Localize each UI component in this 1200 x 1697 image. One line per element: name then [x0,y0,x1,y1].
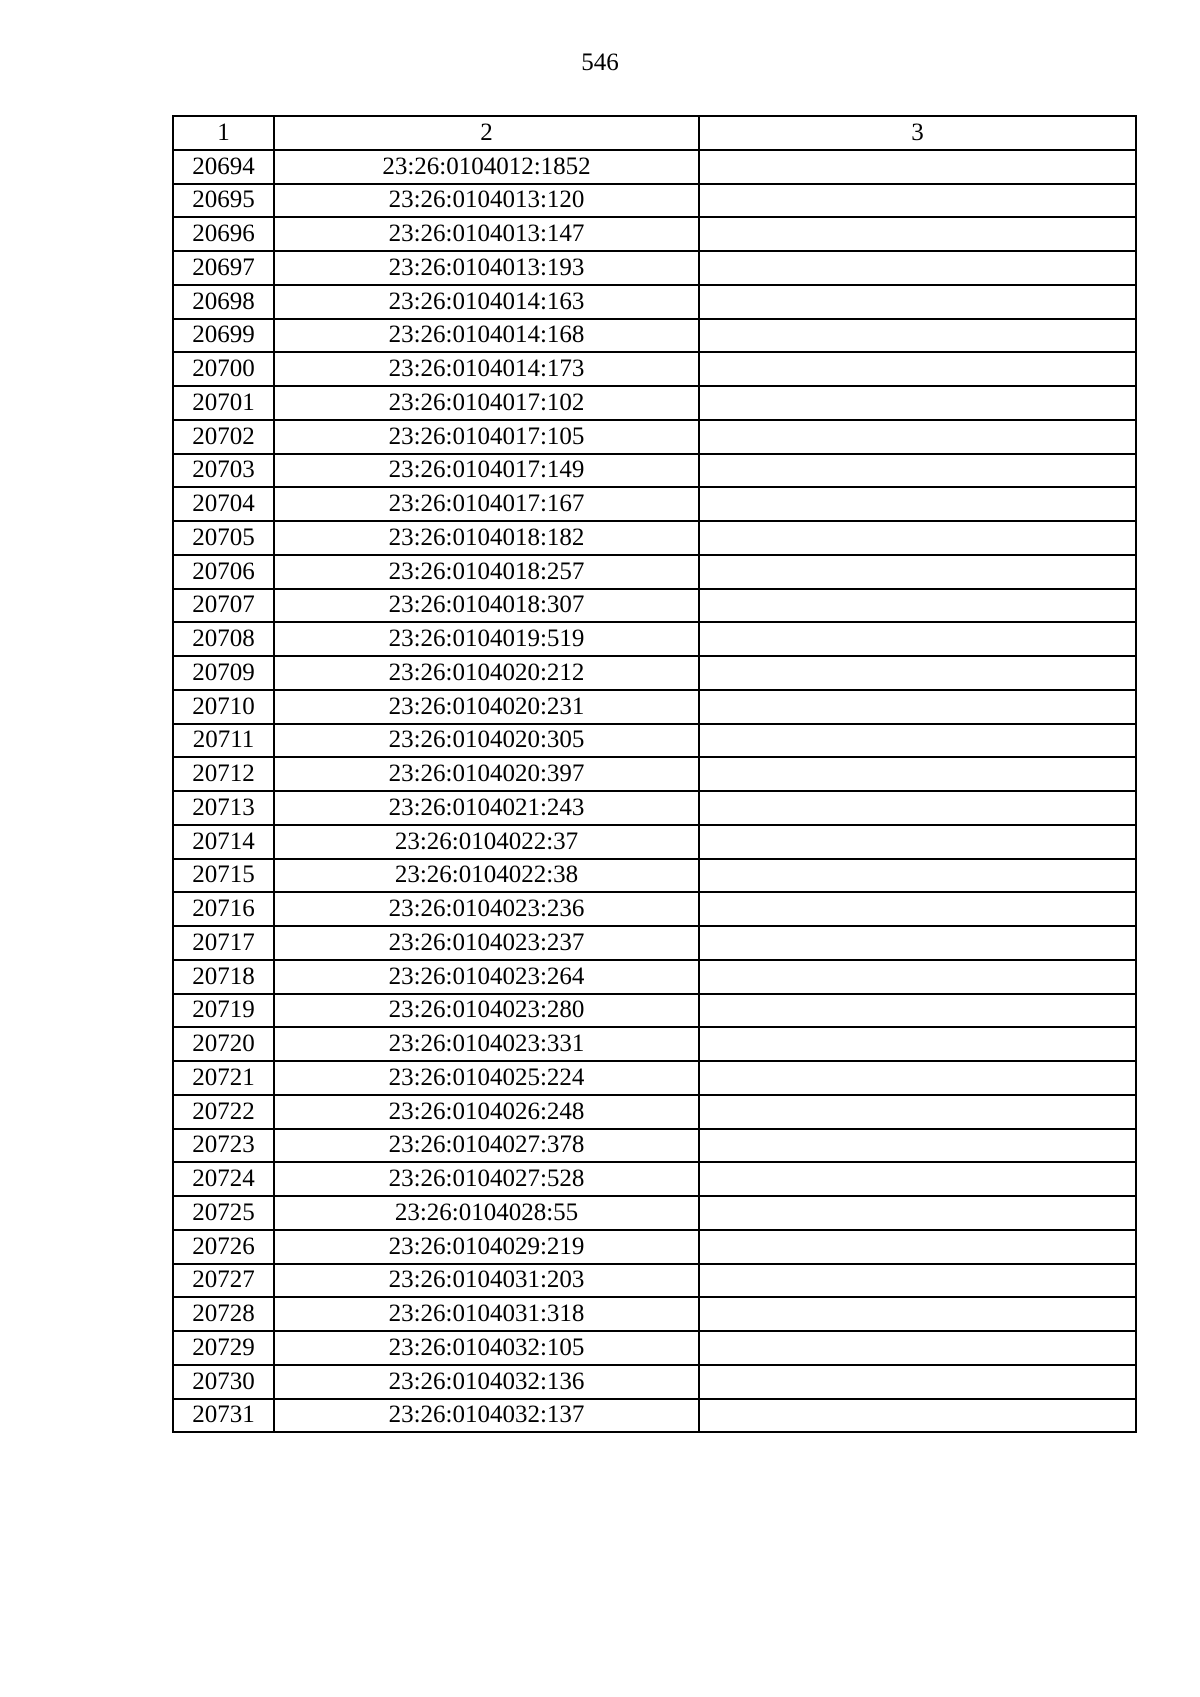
row-number-cell: 20722 [173,1095,274,1129]
notes-cell [699,994,1136,1028]
notes-cell [699,791,1136,825]
cadastral-number-cell: 23:26:0104017:102 [274,386,699,420]
row-number-cell: 20709 [173,656,274,690]
row-number-cell: 20704 [173,487,274,521]
cadastral-number-cell: 23:26:0104031:203 [274,1264,699,1298]
cadastral-number-cell: 23:26:0104021:243 [274,791,699,825]
cadastral-number-cell: 23:26:0104032:105 [274,1331,699,1365]
row-number-cell: 20719 [173,994,274,1028]
cadastral-number-cell: 23:26:0104013:120 [274,184,699,218]
row-number-cell: 20710 [173,690,274,724]
cadastral-number-cell: 23:26:0104020:231 [274,690,699,724]
cadastral-number-cell: 23:26:0104023:264 [274,960,699,994]
row-number-cell: 20711 [173,724,274,758]
notes-cell [699,690,1136,724]
column-header-1: 1 [173,116,274,150]
notes-cell [699,1264,1136,1298]
table-row [173,589,1136,623]
table-row [173,285,1136,319]
notes-cell [699,454,1136,488]
cadastral-number-cell: 23:26:0104027:378 [274,1129,699,1163]
row-number-cell: 20725 [173,1196,274,1230]
notes-cell [699,150,1136,184]
table-row [173,622,1136,656]
notes-cell [699,656,1136,690]
table-row [173,217,1136,251]
table-row [173,386,1136,420]
table-row [173,1331,1136,1365]
table-row [173,319,1136,353]
table-row [173,521,1136,555]
notes-cell [699,1162,1136,1196]
row-number-cell: 20729 [173,1331,274,1365]
notes-cell [699,1095,1136,1129]
notes-cell [699,251,1136,285]
notes-cell [699,285,1136,319]
cadastral-number-cell: 23:26:0104018:257 [274,555,699,589]
notes-cell [699,926,1136,960]
row-number-cell: 20715 [173,859,274,893]
notes-cell [699,184,1136,218]
notes-cell [699,555,1136,589]
cadastral-number-cell: 23:26:0104028:55 [274,1196,699,1230]
row-number-cell: 20716 [173,892,274,926]
cadastral-number-cell: 23:26:0104020:397 [274,757,699,791]
table-header-row [173,116,1136,150]
table-row [173,656,1136,690]
row-number-cell: 20694 [173,150,274,184]
cadastral-number-cell: 23:26:0104023:280 [274,994,699,1028]
cadastral-number-cell: 23:26:0104017:167 [274,487,699,521]
notes-cell [699,1061,1136,1095]
row-number-cell: 20712 [173,757,274,791]
table-row [173,487,1136,521]
row-number-cell: 20724 [173,1162,274,1196]
table-row [173,859,1136,893]
notes-cell [699,859,1136,893]
row-number-cell: 20726 [173,1230,274,1264]
row-number-cell: 20717 [173,926,274,960]
notes-cell [699,892,1136,926]
row-number-cell: 20723 [173,1129,274,1163]
notes-cell [699,1196,1136,1230]
table-row [173,690,1136,724]
row-number-cell: 20701 [173,386,274,420]
cadastral-number-cell: 23:26:0104023:236 [274,892,699,926]
cadastral-number-cell: 23:26:0104013:147 [274,217,699,251]
notes-cell [699,319,1136,353]
notes-cell [699,960,1136,994]
table-row [173,150,1136,184]
notes-cell [699,1365,1136,1399]
notes-cell [699,386,1136,420]
table-row [173,420,1136,454]
table-row [173,1095,1136,1129]
table-row [173,1196,1136,1230]
cadastral-number-cell: 23:26:0104031:318 [274,1297,699,1331]
cadastral-number-cell: 23:26:0104023:331 [274,1027,699,1061]
cadastral-number-cell: 23:26:0104022:38 [274,859,699,893]
table-row [173,1297,1136,1331]
cadastral-number-cell: 23:26:0104020:212 [274,656,699,690]
table-row [173,352,1136,386]
row-number-cell: 20706 [173,555,274,589]
row-number-cell: 20713 [173,791,274,825]
row-number-cell: 20707 [173,589,274,623]
row-number-cell: 20727 [173,1264,274,1298]
table-row [173,1129,1136,1163]
notes-cell [699,1399,1136,1433]
notes-cell [699,622,1136,656]
cadastral-number-cell: 23:26:0104019:519 [274,622,699,656]
cadastral-table [172,115,1137,1433]
row-number-cell: 20703 [173,454,274,488]
notes-cell [699,1230,1136,1264]
notes-cell [699,420,1136,454]
cadastral-number-cell: 23:26:0104027:528 [274,1162,699,1196]
cadastral-number-cell: 23:26:0104023:237 [274,926,699,960]
notes-cell [699,521,1136,555]
cadastral-number-cell: 23:26:0104029:219 [274,1230,699,1264]
table-row [173,555,1136,589]
notes-cell [699,352,1136,386]
cadastral-number-cell: 23:26:0104018:182 [274,521,699,555]
cadastral-number-cell: 23:26:0104032:136 [274,1365,699,1399]
notes-cell [699,1027,1136,1061]
row-number-cell: 20702 [173,420,274,454]
notes-cell [699,1297,1136,1331]
row-number-cell: 20721 [173,1061,274,1095]
table-row [173,960,1136,994]
row-number-cell: 20697 [173,251,274,285]
row-number-cell: 20718 [173,960,274,994]
row-number-cell: 20700 [173,352,274,386]
table-row [173,454,1136,488]
cadastral-number-cell: 23:26:0104026:248 [274,1095,699,1129]
row-number-cell: 20698 [173,285,274,319]
table-row [173,892,1136,926]
notes-cell [699,1331,1136,1365]
table-row [173,1162,1136,1196]
row-number-cell: 20731 [173,1399,274,1433]
cadastral-number-cell: 23:26:0104014:163 [274,285,699,319]
cadastral-number-cell: 23:26:0104014:168 [274,319,699,353]
cadastral-number-cell: 23:26:0104017:105 [274,420,699,454]
cadastral-number-cell: 23:26:0104020:305 [274,724,699,758]
table-row [173,994,1136,1028]
notes-cell [699,757,1136,791]
row-number-cell: 20714 [173,825,274,859]
row-number-cell: 20705 [173,521,274,555]
table-row [173,791,1136,825]
table-row [173,926,1136,960]
cadastral-number-cell: 23:26:0104025:224 [274,1061,699,1095]
row-number-cell: 20728 [173,1297,274,1331]
cadastral-number-cell: 23:26:0104017:149 [274,454,699,488]
column-header-3: 3 [699,116,1136,150]
notes-cell [699,825,1136,859]
table-row [173,1061,1136,1095]
table-row [173,724,1136,758]
cadastral-number-cell: 23:26:0104032:137 [274,1399,699,1433]
notes-cell [699,1129,1136,1163]
row-number-cell: 20720 [173,1027,274,1061]
row-number-cell: 20699 [173,319,274,353]
table-row [173,184,1136,218]
cadastral-number-cell: 23:26:0104022:37 [274,825,699,859]
table-body [173,150,1136,1433]
table-row [173,1264,1136,1298]
table-row [173,757,1136,791]
notes-cell [699,724,1136,758]
table-row [173,825,1136,859]
table-row [173,1230,1136,1264]
notes-cell [699,589,1136,623]
notes-cell [699,217,1136,251]
column-header-2: 2 [274,116,699,150]
row-number-cell: 20730 [173,1365,274,1399]
table-row [173,1027,1136,1061]
cadastral-number-cell: 23:26:0104014:173 [274,352,699,386]
row-number-cell: 20708 [173,622,274,656]
notes-cell [699,487,1136,521]
cadastral-number-cell: 23:26:0104013:193 [274,251,699,285]
table-row [173,251,1136,285]
row-number-cell: 20696 [173,217,274,251]
cadastral-number-cell: 23:26:0104012:1852 [274,150,699,184]
table-row [173,1365,1136,1399]
page-number: 546 [581,49,619,76]
table-row [173,1399,1136,1433]
row-number-cell: 20695 [173,184,274,218]
cadastral-number-cell: 23:26:0104018:307 [274,589,699,623]
